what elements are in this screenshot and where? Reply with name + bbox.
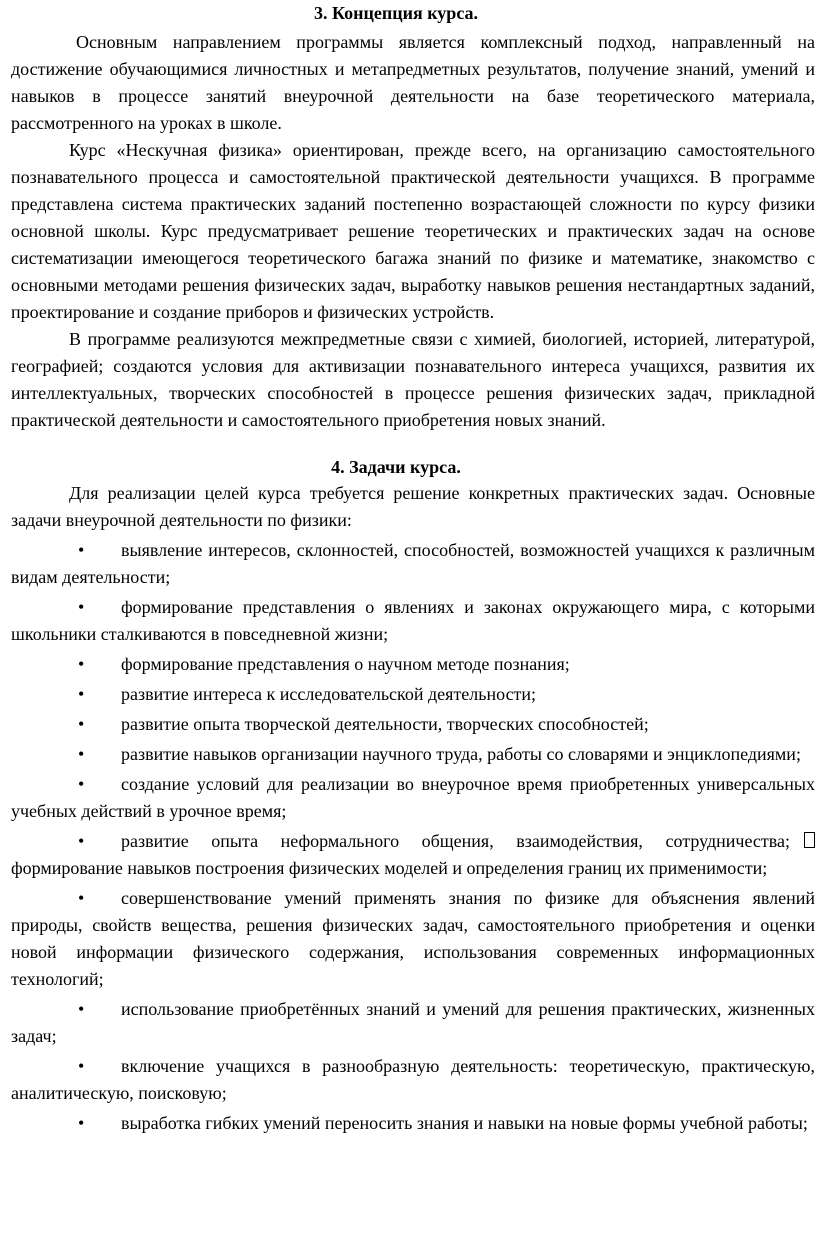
list-item-text: формирование представления о научном методе познания; xyxy=(121,654,570,674)
bullet-icon: • xyxy=(78,831,85,851)
list-item xyxy=(11,1053,815,1107)
list-item xyxy=(11,996,815,1050)
concept-paragraph-3: В программе реализуются межпредметные связи с химией, биологией, историей, литературой, географией; создаются условия для активизации познавательного интереса учащихся, развития их интеллектуальных, творческих способностей в процессе решения физических задач, прикладной практической деятельности и самостоятельного приобретения новых знаний. xyxy=(11,329,815,430)
section-3-heading: 3. Концепция курса. xyxy=(313,3,479,23)
list-item-text: выработка гибких умений переносить знания и навыки на новые формы учебной работы; xyxy=(121,1113,808,1133)
list-item-text: создание условий для реализации во внеурочное время приобретенных универсальных учебных действий в урочное время; xyxy=(11,774,815,821)
list-item xyxy=(11,828,815,882)
document-page xyxy=(11,0,815,1137)
bullet-icon: • xyxy=(78,714,85,734)
list-item xyxy=(11,885,815,993)
bullet-icon: • xyxy=(78,888,85,908)
list-item-text: включение учащихся в разнообразную деятельность: теоретическую, практическую, аналитическую, поисковую; xyxy=(11,1056,815,1103)
bullet-icon: • xyxy=(78,684,85,704)
list-item xyxy=(11,771,815,825)
bullet-icon: • xyxy=(78,597,85,617)
list-item xyxy=(11,651,815,678)
tasks-list xyxy=(11,537,815,1137)
bullet-icon: • xyxy=(78,1113,85,1133)
bullet-icon: • xyxy=(78,1056,85,1076)
bullet-icon: • xyxy=(78,654,85,674)
list-item-text: использование приобретённых знаний и умений для решения практических, жизненных задач; xyxy=(11,999,815,1046)
list-item-text: развитие опыта творческой деятельности, творческих способностей; xyxy=(121,714,649,734)
list-item-text: выявление интересов, склонностей, способностей, возможностей учащихся к различным видам деятельности; xyxy=(11,540,815,587)
bullet-icon: • xyxy=(78,774,85,794)
list-item-text: развитие интереса к исследовательской деятельности; xyxy=(121,684,537,704)
bullet-icon: • xyxy=(78,540,85,560)
bullet-icon: • xyxy=(78,744,85,764)
section-4-heading: 4. Задачи курса. xyxy=(331,457,461,477)
missing-glyph-box-icon xyxy=(804,832,815,848)
list-item xyxy=(11,1110,815,1137)
list-item xyxy=(11,537,815,591)
list-item xyxy=(11,741,815,768)
bullet-icon: • xyxy=(78,999,85,1019)
list-item-text: развитие опыта неформального общения, взаимодействия, сотрудничества; xyxy=(121,831,790,851)
tasks-intro-paragraph: Для реализации целей курса требуется решение конкретных практических задач. Основные задачи внеурочной деятельности по физики: xyxy=(11,483,815,530)
concept-paragraph-1: Основным направлением программы является комплексный подход, направленный на достижение обучающимися личностных и метапредметных результатов, получение знаний, умений и навыков в процессе занятий внеурочной деятельности на базе теоретического материала, рассмотренного на уроках в школе. xyxy=(11,32,815,133)
list-item-text: совершенствование умений применять знания по физике для объяснения явлений природы, свойств вещества, решения физических задач, самостоятельного приобретения и оценки новой информации физического содержания, использования современных информационных технологий; xyxy=(11,888,815,989)
concept-paragraph-2: Курс «Нескучная физика» ориентирован, прежде всего, на организацию самостоятельного познавательного процесса и самостоятельной практической деятельности учащихся. В программе представлена система практических заданий постепенно возрастающей сложности по курсу физики основной школы. Курс предусматривает решение теоретических и практических задач на основе систематизации имеющегося теоретического багажа знаний по физике и математике, знакомство с основными методами решения физических задач, выработку навыков решения нестандартных заданий, проектирование и создание приборов и физических устройств. xyxy=(11,140,815,322)
list-item xyxy=(11,681,815,708)
list-item xyxy=(11,594,815,648)
list-item-text: формирование навыков построения физических моделей и определения границ их применимости; xyxy=(11,858,768,878)
list-item xyxy=(11,711,815,738)
list-item-text: развитие навыков организации научного труда, работы со словарями и энциклопедиями; xyxy=(121,744,801,764)
list-item-text: формирование представления о явлениях и законах окружающего мира, с которыми школьники сталкиваются в повседневной жизни; xyxy=(11,597,815,644)
